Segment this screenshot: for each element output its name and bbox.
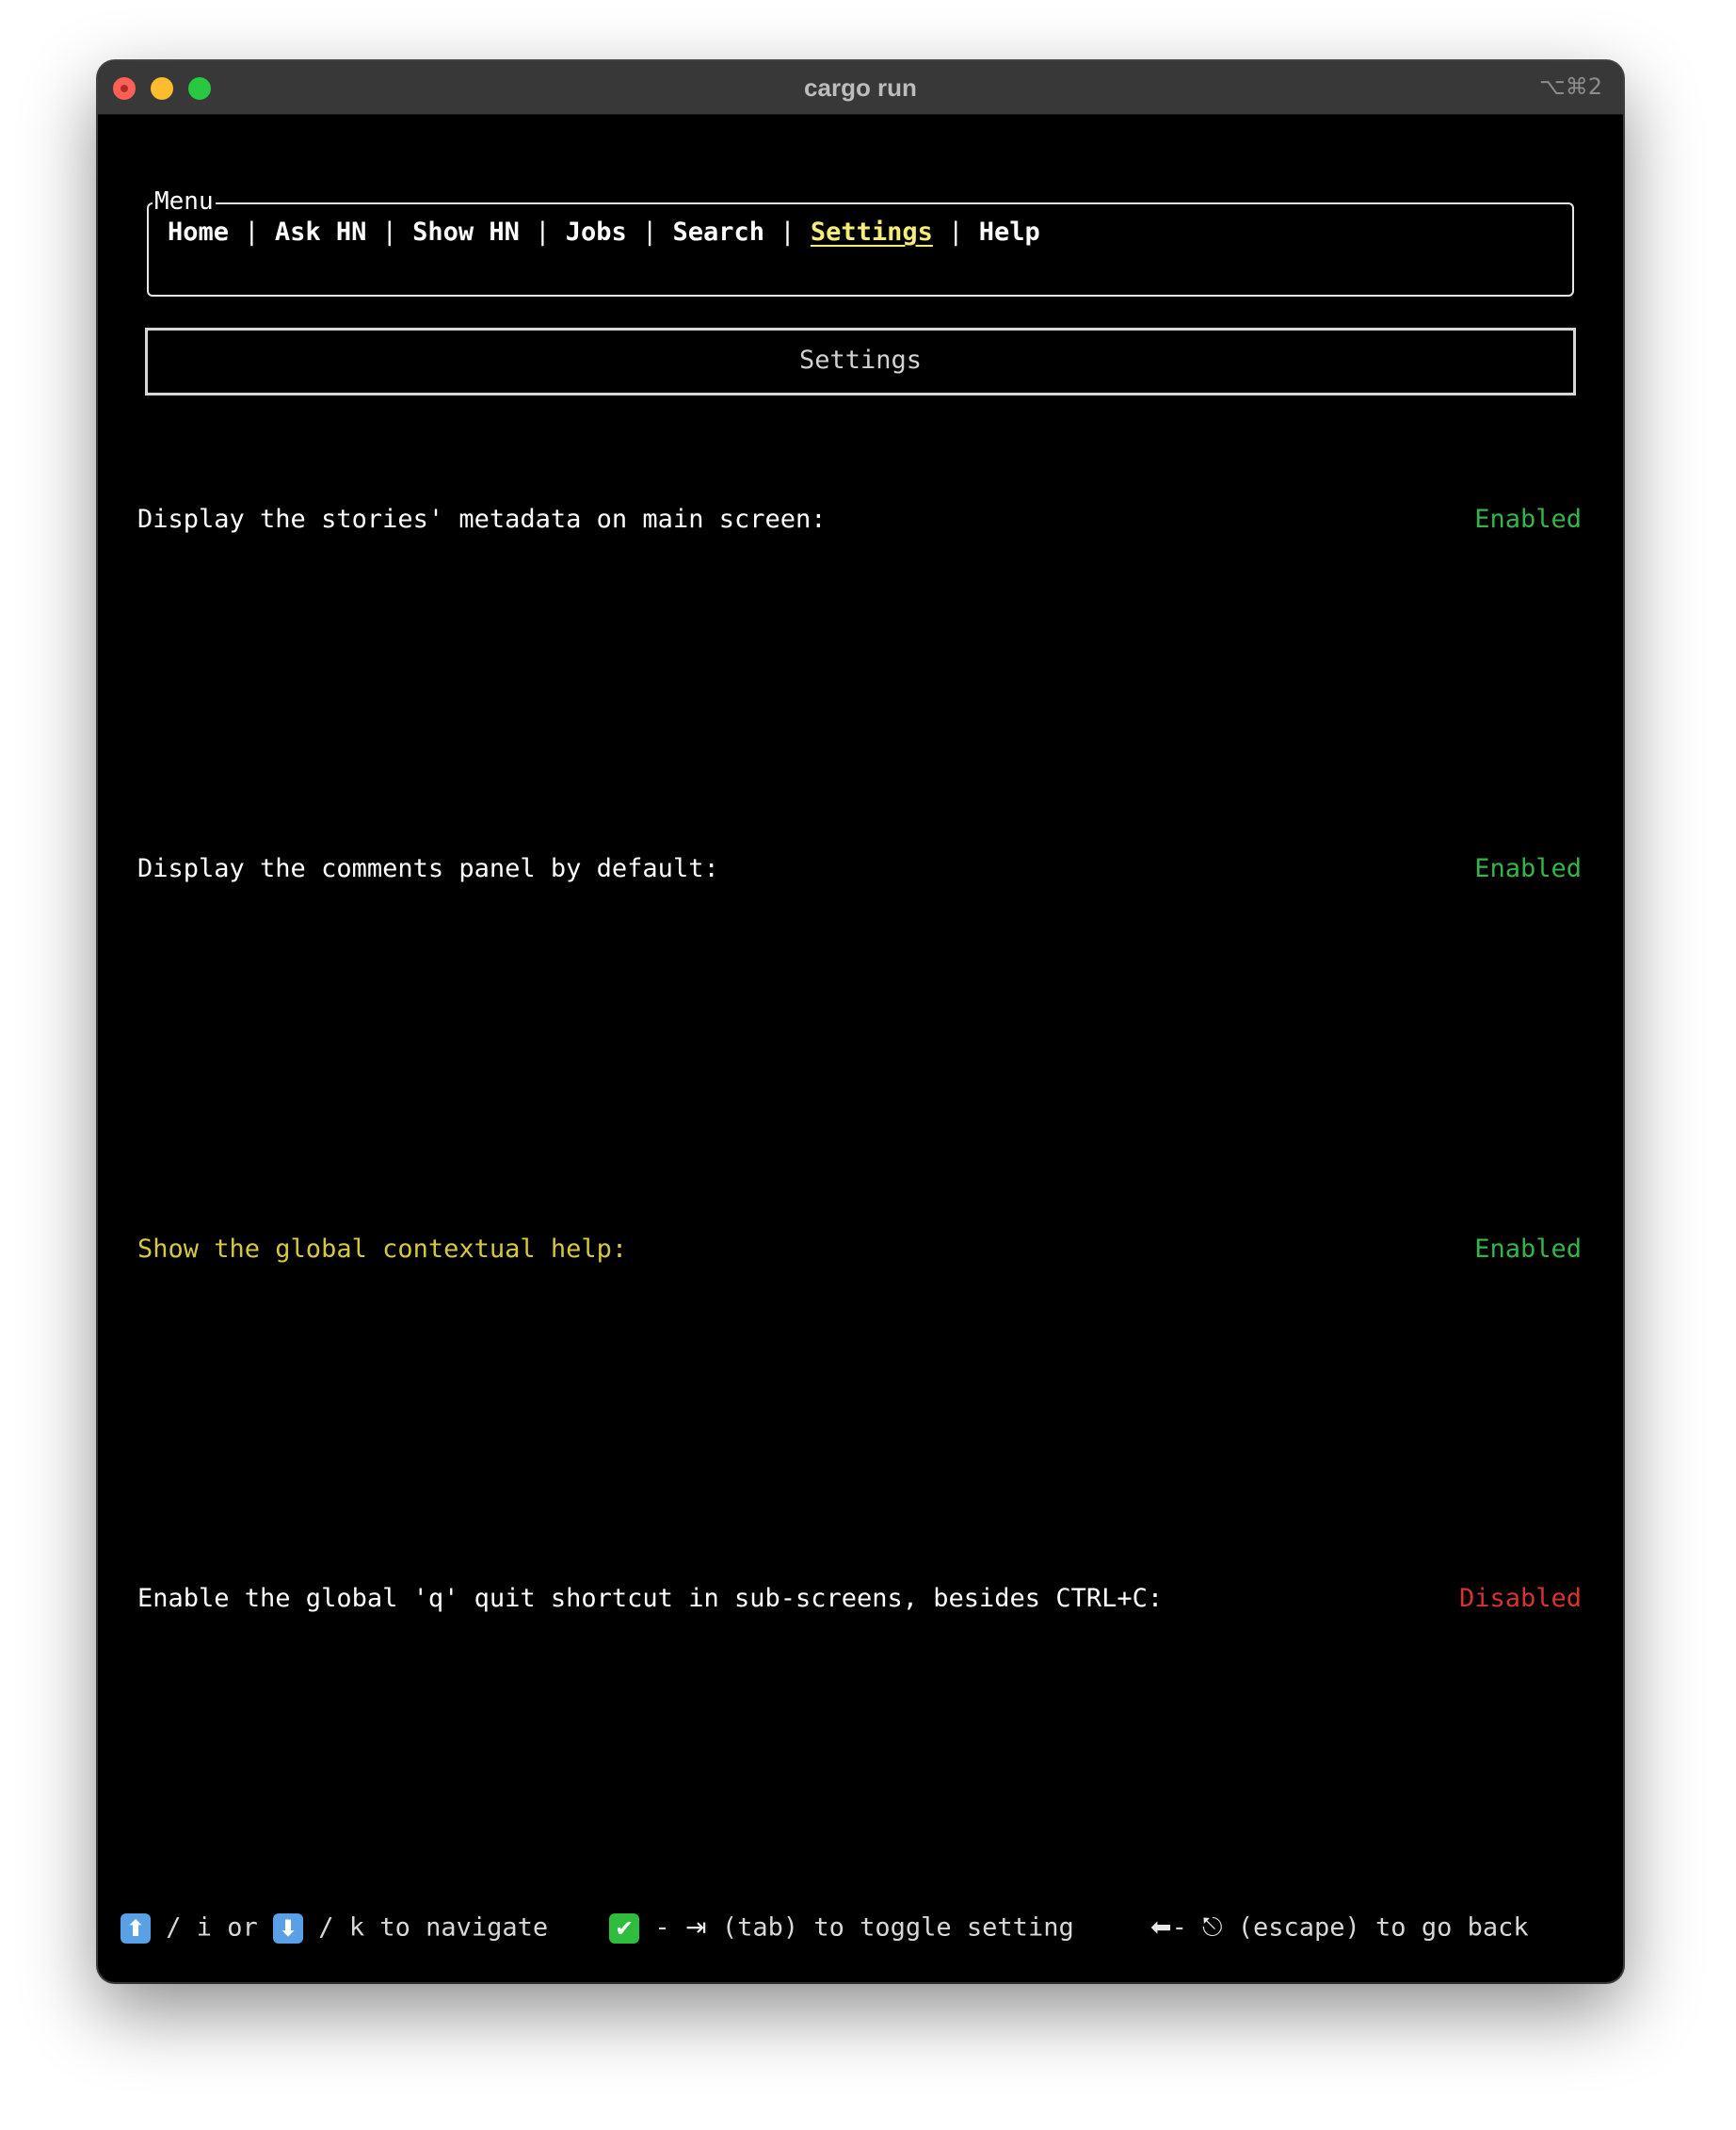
- checkmark-icon: ✔: [609, 1913, 639, 1944]
- tab-key-icon: ⇥: [684, 1912, 707, 1943]
- menu-separator: |: [932, 218, 979, 247]
- menu-panel: [147, 187, 1574, 297]
- menu-separator: |: [626, 218, 673, 247]
- window-title: cargo run: [804, 73, 917, 102]
- setting-row-comments-panel[interactable]: [137, 850, 1582, 888]
- arrow-up-icon: ⬆: [121, 1913, 151, 1944]
- arrow-left-icon: ⬅: [1150, 1912, 1172, 1943]
- terminal-window: [98, 61, 1623, 1982]
- help-text: (tab) to toggle setting: [706, 1912, 1074, 1943]
- menu-item-help[interactable]: Help: [978, 218, 1040, 247]
- setting-value[interactable]: Enabled: [1474, 505, 1582, 534]
- help-text: -: [1171, 1912, 1203, 1943]
- menu-item-search[interactable]: Search: [672, 218, 765, 247]
- setting-label: Display the comments panel by default:: [137, 854, 719, 883]
- menu-item-home[interactable]: Home: [168, 218, 230, 247]
- setting-label: Enable the global 'q' quit shortcut in sub-screens, besides CTRL+C:: [137, 1584, 1164, 1613]
- setting-row-contextual-help[interactable]: [137, 1231, 1582, 1268]
- menu-separator: |: [519, 218, 566, 247]
- setting-value[interactable]: Enabled: [1474, 854, 1582, 883]
- menu-separator: |: [229, 218, 275, 247]
- escape-key-icon: ⎋: [1202, 1912, 1223, 1943]
- setting-value[interactable]: Disabled: [1458, 1584, 1582, 1613]
- title-bar: [98, 61, 1623, 115]
- help-text: / k to navigate: [303, 1912, 549, 1943]
- menu-item-ask-hn[interactable]: Ask HN: [274, 218, 367, 247]
- menu-item-jobs[interactable]: Jobs: [565, 218, 627, 247]
- help-bar: [121, 1907, 1608, 1948]
- setting-label: Display the stories' metadata on main screen:: [137, 505, 827, 534]
- help-text: / i or: [151, 1912, 274, 1943]
- help-text: (escape) to go back: [1222, 1912, 1529, 1943]
- menu-legend: Menu: [154, 187, 214, 216]
- menu-item-show-hn[interactable]: Show HN: [412, 218, 520, 247]
- menu-separator: |: [366, 218, 413, 247]
- menu-bar: [168, 216, 1040, 250]
- page-title: Settings: [145, 328, 1576, 395]
- help-text: -: [639, 1912, 685, 1943]
- menu-item-settings[interactable]: Settings: [810, 218, 933, 247]
- setting-row-quit-shortcut[interactable]: [137, 1580, 1582, 1618]
- menu-separator: |: [764, 218, 811, 247]
- setting-value[interactable]: Enabled: [1474, 1234, 1582, 1264]
- arrow-down-icon: ⬇: [273, 1913, 303, 1944]
- setting-label: Show the global contextual help:: [137, 1234, 628, 1264]
- window-shortcut: ⌥⌘2: [1539, 73, 1602, 100]
- setting-row-metadata[interactable]: [137, 501, 1582, 539]
